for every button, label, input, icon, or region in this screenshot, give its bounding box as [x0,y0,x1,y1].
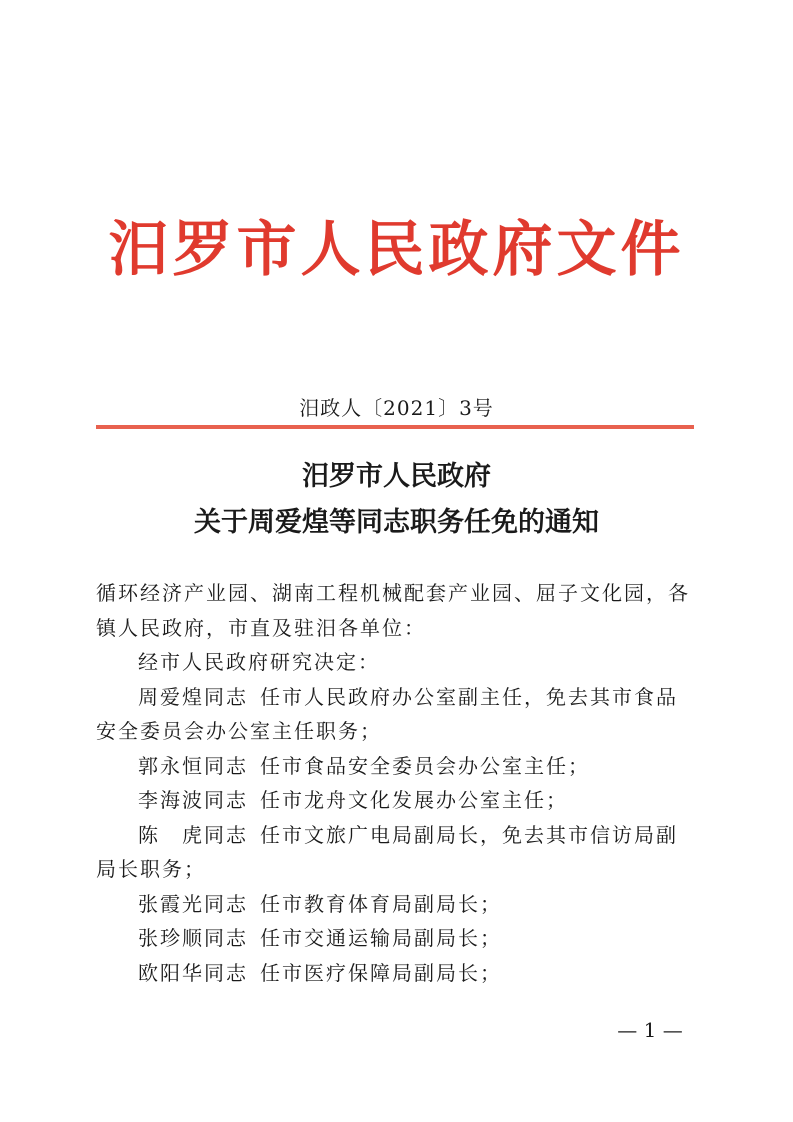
appointment-text: 任市教育体育局副局长； [260,891,502,916]
appointee-name: 张珍顺同志 [138,926,248,950]
recipients-line-1: 循环经济产业园、湖南工程机械配套产业园、屈子文化园，各 [96,581,690,605]
appointment-text: 任市医疗保障局副局长； [260,960,502,985]
appointment-text: 任市龙舟文化发展办公室主任； [260,788,568,812]
red-divider [96,425,694,429]
intro-line: 经市人民政府研究决定： [138,650,380,674]
document-header-title: 汨罗市人民政府文件 [108,215,685,285]
appointee-name: 陈 虎同志 [138,822,248,847]
recipients-line-2: 镇人民政府，市直及驻汨各单位： [96,615,426,640]
appointment-text: 任市食品安全委员会办公室主任； [260,753,590,778]
appointment-item [96,749,696,784]
appointment-item [96,818,696,853]
appointment-item [96,956,696,991]
appointment-text: 任市人民政府办公室副主任，免去其市食品 [260,684,678,709]
appointee-name: 周爱煌同志 [138,684,248,709]
appointee-name: 郭永恒同志 [138,753,248,778]
appointment-item [96,680,696,715]
appointment-continuation: 安全委员会办公室主任职务； [96,719,382,743]
notice-title-line1: 汨罗市人民政府 [302,461,491,492]
page-number: — 1 — [617,1018,683,1042]
appointee-name: 李海波同志 [138,788,248,812]
document-number: 汨政人〔2021〕3号 [299,396,494,420]
appointee-name: 欧阳华同志 [138,960,248,985]
notice-body [96,576,696,990]
appointment-item [96,921,696,956]
appointment-text: 任市交通运输局副局长； [260,926,502,950]
appointment-continuation: 局长职务； [96,857,206,881]
appointee-name: 张霞光同志 [138,891,248,916]
notice-title-line2: 关于周爱煌等同志职务任免的通知 [194,507,599,538]
appointment-text: 任市文旅广电局副局长，免去其市信访局副 [260,822,678,847]
notice-title [0,454,793,546]
appointment-item [96,887,696,922]
appointment-item [96,783,696,818]
